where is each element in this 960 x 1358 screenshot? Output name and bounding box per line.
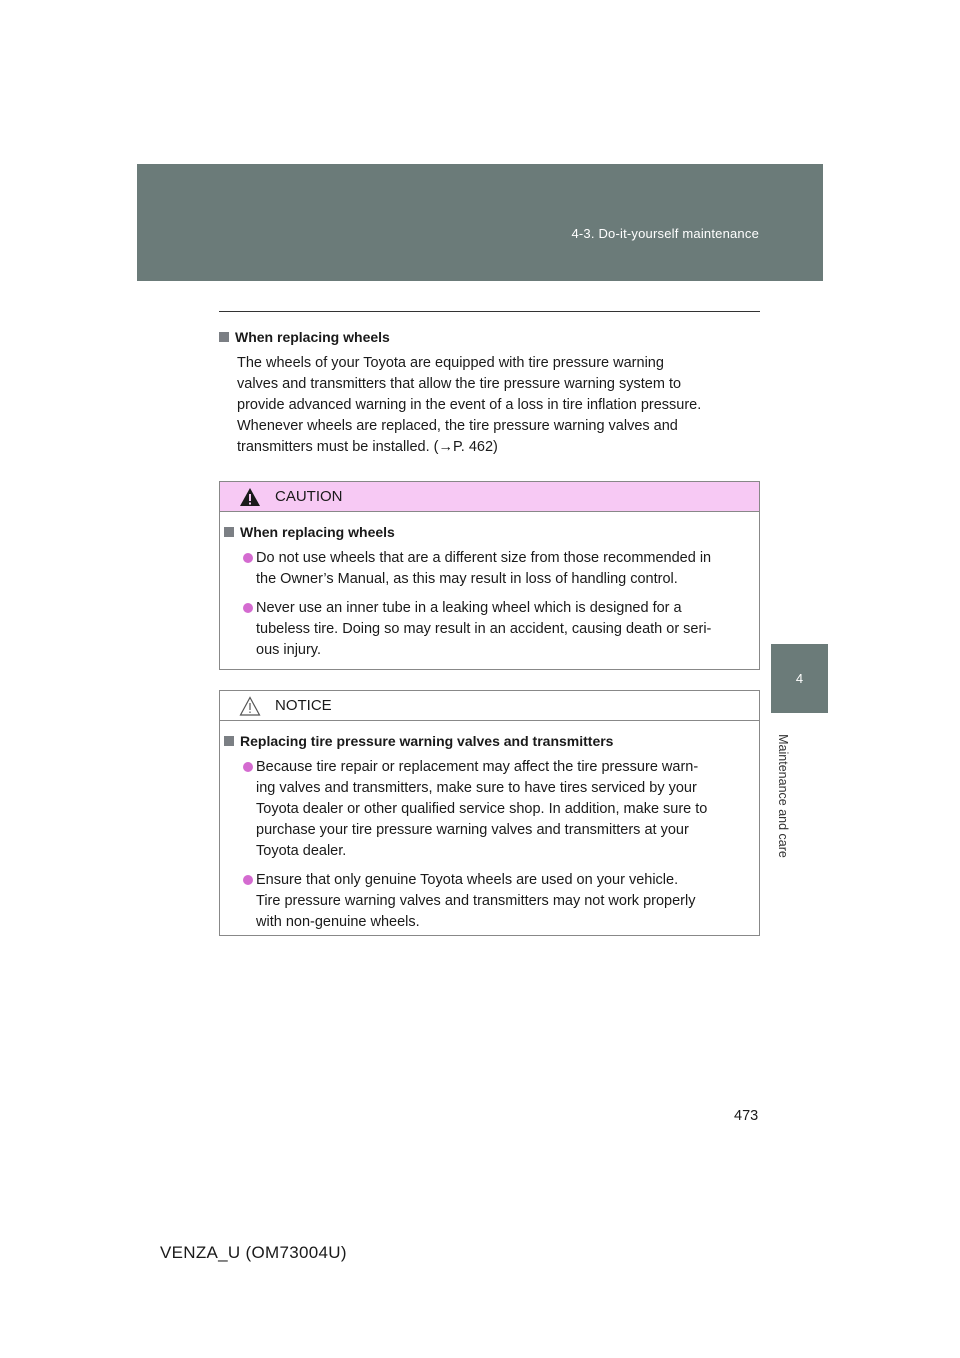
caution-bullet: Do not use wheels that are a different size from those recommended in the Owner’s Manual, as this may result in loss of handling control. [256,548,753,590]
warning-triangle-icon [239,487,261,507]
intro-line: provide advanced warning in the event of a loss in tire inflation pressure. [237,397,702,413]
caution-bullet: Never use an inner tube in a leaking wheel which is designed for a tubeless tire. Doing so may result in an accident, causing death or seri- ous injury. [256,598,753,661]
document-id: VENZA_U (OM73004U) [160,1243,347,1262]
caution-heading: When replacing wheels [224,524,753,540]
notice-heading: Replacing tire pressure warning valves and transmitters [224,733,753,749]
square-bullet-icon [224,527,234,537]
intro-paragraph [237,353,760,458]
intro-line: Whenever wheels are replaced, the tire pressure warning valves and [237,418,678,434]
page-number: 473 [734,1108,759,1124]
chapter-tab-number: 4 [795,671,804,686]
section-title: 4-3. Do-it-yourself maintenance [571,226,759,241]
notice-bullet: Because tire repair or replacement may affect the tire pressure warn- ing valves and transmitters, make sure to have tires serviced by your Toyota dealer or other qualified service shop. In addition, make sure to purchase your tire pressure warning valves and transmitters at your Toyota dealer. [256,757,753,862]
header-band [137,164,823,281]
top-rule [219,311,760,312]
notice-label: NOTICE [275,697,332,714]
notice-bullet: Ensure that only genuine Toyota wheels are used on your vehicle. Tire pressure warning valves and transmitters may not work properly with non-genuine wheels. [256,870,753,933]
bullet-dot-icon [243,603,253,613]
bullet-dot-icon [243,762,253,772]
intro-line: valves and transmitters that allow the tire pressure warning system to [237,376,682,392]
intro-line: transmitters must be installed. (→P. 462) [237,439,498,455]
bullet-dot-icon [243,875,253,885]
caution-box [219,481,760,670]
chapter-side-label [771,716,795,876]
chapter-label: Maintenance and care [776,734,791,858]
square-bullet-icon [224,736,234,746]
chapter-tab [771,644,828,713]
caution-label: CAUTION [275,488,343,505]
warning-triangle-outline-icon [239,696,261,716]
intro-heading: When replacing wheels [219,329,760,345]
caution-header [220,482,759,512]
bullet-dot-icon [243,553,253,563]
notice-header [220,691,759,721]
square-bullet-icon [219,332,229,342]
intro-line: The wheels of your Toyota are equipped with tire pressure warning [237,355,664,371]
notice-box [219,690,760,936]
intro-section [219,329,760,458]
